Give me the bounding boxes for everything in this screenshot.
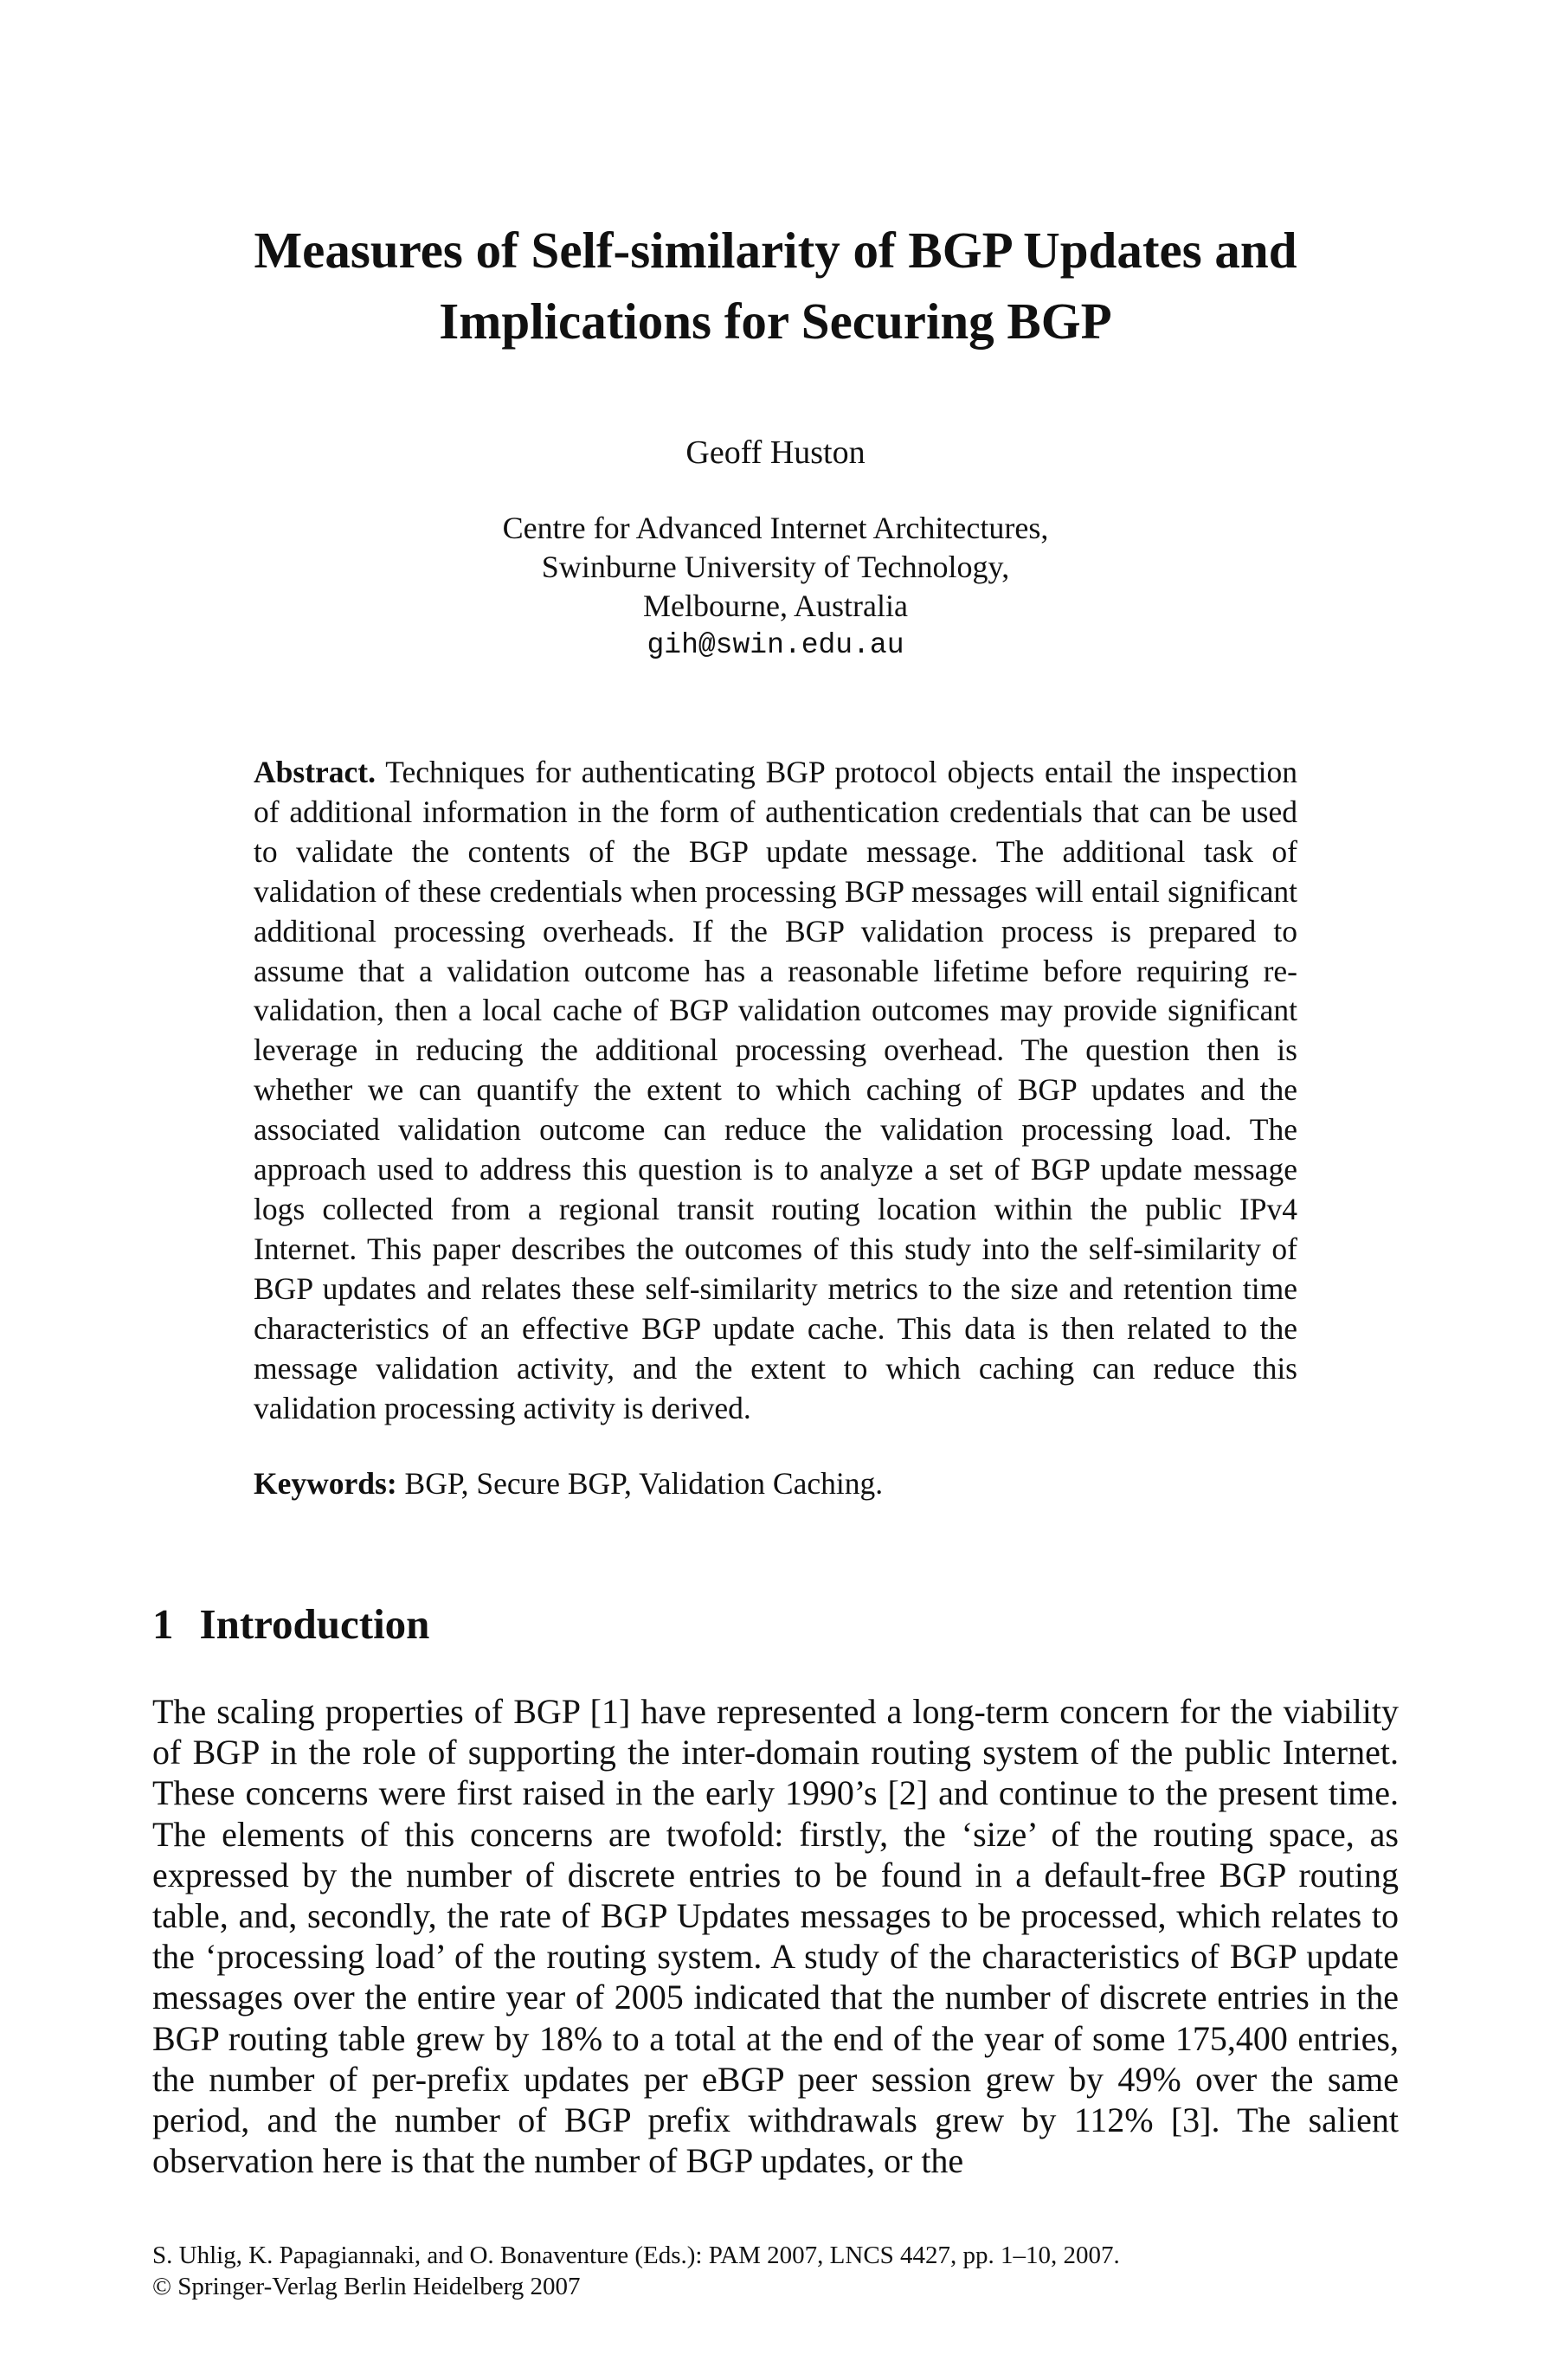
citation-footer bbox=[152, 2240, 1399, 2302]
citation-line: S. Uhlig, K. Papagiannaki, and O. Bonaventure (Eds.): PAM 2007, LNCS 4427, pp. 1–10, 2007. bbox=[152, 2242, 1120, 2269]
keywords bbox=[254, 1463, 1297, 1503]
abstract-label: Abstract. bbox=[254, 755, 376, 789]
keywords-text: BGP, Secure BGP, Validation Caching. bbox=[404, 1466, 884, 1501]
abstract bbox=[254, 753, 1297, 1428]
affiliation-line-1: Centre for Advanced Internet Architectures, bbox=[502, 511, 1049, 545]
affiliation-block bbox=[156, 509, 1395, 665]
author-email: gih@swin.edu.au bbox=[647, 629, 904, 661]
author-name: Geoff Huston bbox=[685, 434, 866, 471]
copyright-line: © Springer-Verlag Berlin Heidelberg 2007 bbox=[152, 2273, 581, 2300]
affiliation-line-3: Melbourne, Australia bbox=[643, 589, 908, 623]
introduction-paragraph: The scaling properties of BGP [1] have represented a long-term concern for the viability of BGP in the role of supporting the inter-domain routing system of the public Internet. These concerns were first raised in the early 1990’s [2] and continue to the present time. The elements of this concerns are twofold: firstly, the ‘size’ of the routing space, as expressed by the number of discrete entries to be found in a default-free BGP routing table, and, secondly, the rate of BGP Updates messages to be processed, which relates to the ‘processing load’ of the routing system. A study of the characteristics of BGP update messages over the entire year of 2005 indicated that the number of discrete entries in the BGP routing table grew by 18% to a total at the end of the year of some 175,400 entries, the number of per-prefix updates per eBGP peer session grew by 49% over the same period, and the number of BGP prefix withdrawals grew by 112% [3]. The salient observation here is that the number of BGP updates, or the bbox=[152, 1692, 1399, 2181]
keywords-label: Keywords: bbox=[254, 1466, 397, 1501]
section-number: 1 bbox=[152, 1600, 174, 1648]
section-heading-introduction bbox=[152, 1597, 429, 1652]
title-line-2: Implications for Securing BGP bbox=[439, 293, 1112, 350]
affiliation-line-2: Swinburne University of Technology, bbox=[541, 550, 1010, 584]
section-title: Introduction bbox=[199, 1600, 430, 1648]
abstract-text: Techniques for authenticating BGP protocol objects entail the inspection of additional information in the form of authentication credentials that can be used to validate the contents of the BGP update message. The additional task of validation of these credentials when processing BGP messages will entail significant additional processing overheads. If the BGP validation process is prepared to assume that a validation outcome has a reasonable lifetime before requiring re-validation, then a local cache of BGP validation outcomes may provide significant leverage in reducing the additional processing overhead. The question then is whether we can quantify the extent to which caching of BGP updates and the associated validation outcome can reduce the validation processing load. The approach used to address this question is to analyze a set of BGP update message logs collected from a regional transit routing location within the public IPv4 Internet. This paper describes the outcomes of this study into the self-similarity of BGP updates and relates these self-similarity metrics to the size and retention time characteristics of an effective BGP update cache. This data is then related to the message validation activity, and the extent to which caching can reduce this validation processing activity is derived. bbox=[254, 755, 1297, 1425]
title-line-1: Measures of Self-similarity of BGP Updates and bbox=[254, 222, 1297, 279]
paper-title bbox=[156, 215, 1395, 357]
